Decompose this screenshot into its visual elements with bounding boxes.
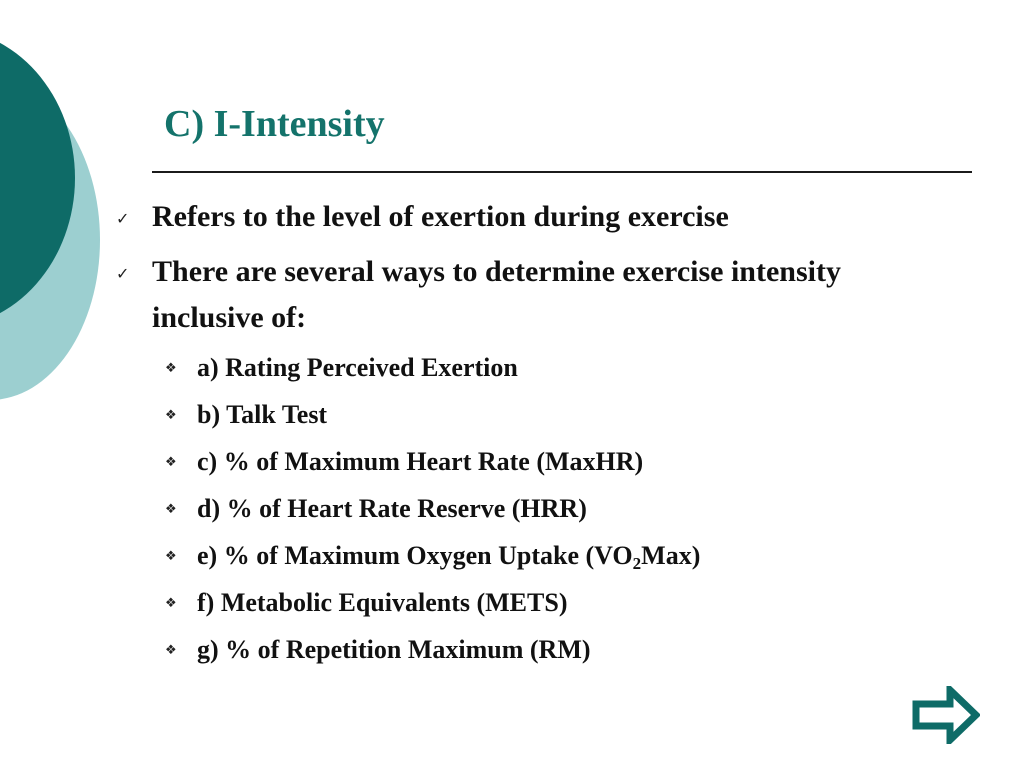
slide-title: C) I-Intensity <box>164 103 385 145</box>
sub-bullet-item <box>165 398 897 432</box>
diamond-bullet-icon: ❖ <box>165 361 177 376</box>
diamond-bullet-icon: ❖ <box>165 596 177 611</box>
diamond-bullet-icon: ❖ <box>165 549 177 564</box>
sub-bullet-text: c) % of Maximum Heart Rate (MaxHR) <box>197 447 644 476</box>
vo2-text-after: Max) <box>641 541 701 570</box>
bullet-item <box>116 249 952 341</box>
sub-bullet-text: a) Rating Perceived Exertion <box>197 353 518 382</box>
next-arrow-icon[interactable] <box>912 686 980 744</box>
bullet-item <box>116 194 952 240</box>
bullet-text: Refers to the level of exertion during exercise <box>152 200 729 233</box>
sub-bullet-text: g) % of Repetition Maximum (RM) <box>197 635 591 664</box>
sub-bullet-text: f) Metabolic Equivalents (METS) <box>197 588 568 617</box>
sub-bullet-text: b) Talk Test <box>197 400 328 429</box>
sub-bullet-item <box>165 539 897 573</box>
checkmark-icon: ✓ <box>116 264 130 283</box>
diamond-bullet-icon: ❖ <box>165 643 177 658</box>
sub-bullet-text <box>197 541 701 573</box>
diamond-bullet-icon: ❖ <box>165 455 177 470</box>
checkmark-icon: ✓ <box>116 209 130 228</box>
diamond-bullet-icon: ❖ <box>165 502 177 517</box>
vo2-text-before: e) % of Maximum Oxygen Uptake (VO <box>197 541 633 570</box>
sub-bullet-item <box>165 492 897 526</box>
title-divider <box>152 171 972 173</box>
bullet-text: There are several ways to determine exercise intensity inclusive of: <box>152 255 841 334</box>
sub-bullet-item <box>165 445 897 479</box>
diamond-bullet-icon: ❖ <box>165 408 177 423</box>
sub-bullet-item <box>165 351 897 385</box>
sub-bullet-item <box>165 586 897 620</box>
sub-bullet-item <box>165 633 897 667</box>
sub-bullet-text: d) % of Heart Rate Reserve (HRR) <box>197 494 587 523</box>
vo2-subscript: 2 <box>632 554 642 573</box>
